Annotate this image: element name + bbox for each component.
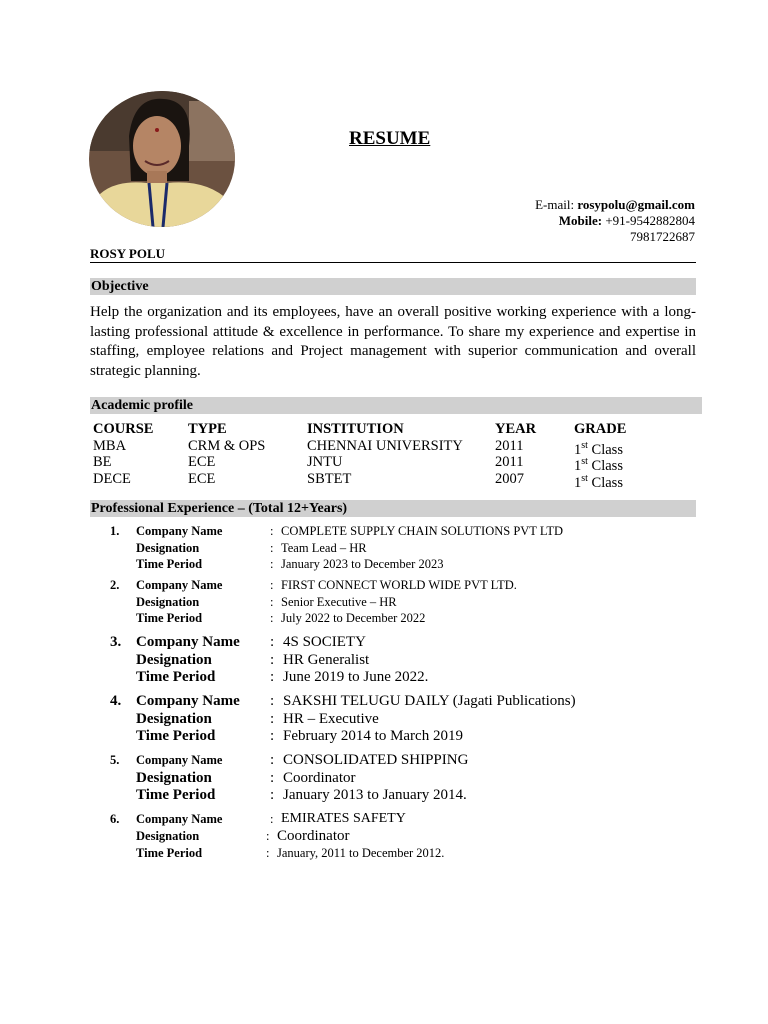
col-course-header: COURSE <box>93 421 154 437</box>
course-cell: MBA <box>93 437 127 454</box>
grade-cell: 1st Class <box>574 439 623 458</box>
period-value: June 2019 to June 2022. <box>283 669 429 685</box>
company-value: CONSOLIDATED SHIPPING <box>283 752 469 768</box>
academic-heading: Academic profile <box>90 397 702 414</box>
type-cell: ECE <box>188 454 216 470</box>
item-number: 6. <box>110 812 120 826</box>
designation-label: Designation <box>136 540 200 555</box>
colon: : <box>270 787 275 803</box>
company-label: Company Name <box>136 578 223 592</box>
period-value: July 2022 to December 2022 <box>281 611 426 625</box>
colon: : <box>270 557 274 571</box>
col-year-header: YEAR <box>495 421 537 437</box>
colon: : <box>270 752 275 768</box>
colon: : <box>270 634 275 650</box>
company-value: 4S SOCIETY <box>283 634 366 650</box>
item-number: 3. <box>110 634 122 650</box>
col-institution-header: INSTITUTION <box>307 421 404 437</box>
mobile-line <box>535 213 695 229</box>
header-divider <box>90 262 696 263</box>
colon: : <box>270 578 274 592</box>
colon: : <box>270 524 274 538</box>
period-label: Time Period <box>136 728 216 744</box>
colon: : <box>266 846 270 860</box>
designation-label: Designation <box>136 594 200 609</box>
item-number: 4. <box>110 693 122 709</box>
designation-value: HR Generalist <box>283 651 370 668</box>
item-number: 5. <box>110 753 120 767</box>
colon: : <box>270 728 275 744</box>
objective-text: Help the organization and its employees, have an overall positive working experience with a long-lasting professional attitude & excellence in performance. To share my experience and expertise in staffing, employee relations and Project management with superior communication and overall strategic planning. <box>90 304 696 379</box>
designation-value: Coordinator <box>277 828 350 844</box>
objective-heading: Objective <box>90 278 696 295</box>
profile-photo <box>89 91 235 227</box>
email-value[interactable]: rosypolu@gmail.com <box>577 197 695 212</box>
experience-heading: Professional Experience – (Total 12+Years) <box>90 500 696 517</box>
type-cell: CRM & OPS <box>188 437 266 454</box>
course-cell: BE <box>93 454 112 470</box>
year-cell: 2011 <box>495 454 524 470</box>
item-number: 2. <box>110 578 120 592</box>
colon: : <box>270 710 275 727</box>
colon: : <box>270 812 274 826</box>
type-cell: ECE <box>188 470 216 487</box>
colon: : <box>270 693 275 709</box>
candidate-name: ROSY POLU <box>90 246 165 261</box>
designation-label: Designation <box>136 710 212 727</box>
profile-photo-image <box>89 91 235 227</box>
mobile-value-2: 7981722687 <box>630 229 695 244</box>
period-value: January 2013 to January 2014. <box>283 787 467 803</box>
period-label: Time Period <box>136 846 203 860</box>
contact-block <box>535 197 695 245</box>
company-label: Company Name <box>136 753 223 767</box>
company-value: EMIRATES SAFETY <box>281 811 406 826</box>
document-title: RESUME <box>349 128 431 149</box>
period-value: February 2014 to March 2019 <box>283 728 463 744</box>
period-label: Time Period <box>136 787 216 803</box>
designation-label: Designation <box>136 651 212 668</box>
company-value: COMPLETE SUPPLY CHAIN SOLUTIONS PVT LTD <box>281 524 563 538</box>
colon: : <box>270 594 274 609</box>
grade-cell: 1st Class <box>574 456 623 474</box>
company-label: Company Name <box>136 524 223 538</box>
colon: : <box>270 611 274 625</box>
period-label: Time Period <box>136 611 203 625</box>
colon: : <box>270 651 275 668</box>
course-cell: DECE <box>93 470 131 487</box>
designation-value: Senior Executive – HR <box>281 594 397 609</box>
company-label: Company Name <box>136 812 223 826</box>
year-cell: 2011 <box>495 437 524 454</box>
institution-cell: CHENNAI UNIVERSITY <box>307 437 463 454</box>
company-label: Company Name <box>136 634 240 650</box>
designation-value: HR – Executive <box>283 710 379 727</box>
designation-value: Team Lead – HR <box>281 540 367 555</box>
period-label: Time Period <box>136 557 203 571</box>
mobile-label: Mobile: <box>558 213 603 228</box>
colon: : <box>270 769 275 786</box>
mobile-value-1: +91-9542882804 <box>605 213 695 228</box>
designation-label: Designation <box>136 829 200 843</box>
grade-cell: 1st Class <box>574 472 623 491</box>
designation-value: Coordinator <box>283 769 356 786</box>
col-type-header: TYPE <box>188 421 227 437</box>
item-number: 1. <box>110 524 120 538</box>
company-value: FIRST CONNECT WORLD WIDE PVT LTD. <box>281 578 517 592</box>
institution-cell: JNTU <box>307 454 343 470</box>
period-label: Time Period <box>136 669 216 685</box>
email-label: E-mail: <box>535 197 575 212</box>
period-value: January 2023 to December 2023 <box>281 557 444 571</box>
colon: : <box>270 669 275 685</box>
col-grade-header: GRADE <box>574 421 627 437</box>
colon: : <box>266 829 270 843</box>
email-line <box>535 197 695 213</box>
company-label: Company Name <box>136 693 240 709</box>
year-cell: 2007 <box>495 470 524 487</box>
company-value: SAKSHI TELUGU DAILY (Jagati Publications) <box>283 693 576 709</box>
period-value: January, 2011 to December 2012. <box>277 846 445 860</box>
designation-label: Designation <box>136 769 212 786</box>
colon: : <box>270 540 274 555</box>
institution-cell: SBTET <box>307 470 352 487</box>
